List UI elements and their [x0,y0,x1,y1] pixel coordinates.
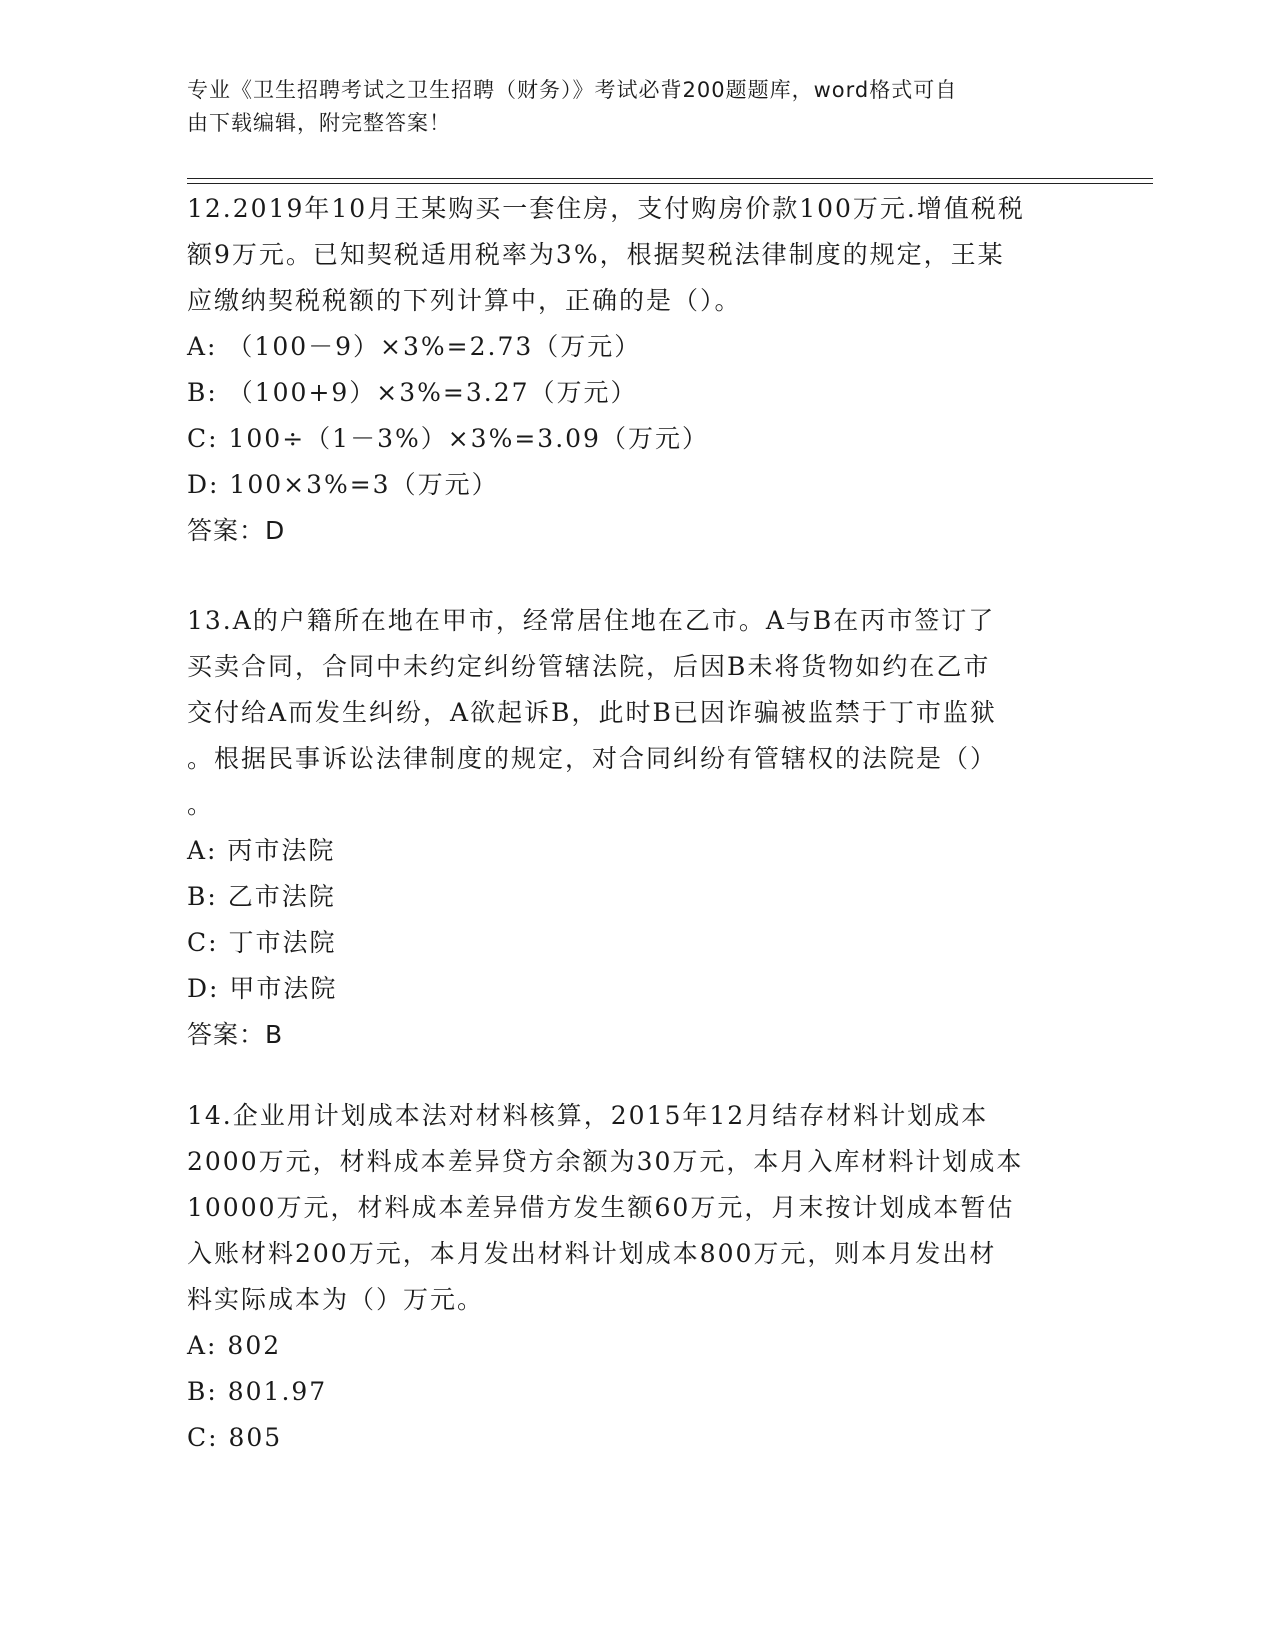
question-stem-line: 。 [187,790,215,819]
question-stem-line: 额9万元。已知契税适用税率为3%，根据契税法律制度的规定，王某 [187,240,1005,269]
header-line: 专业《卫生招聘考试之卫生招聘（财务）》考试必背200题题库，word格式可自 [187,78,958,102]
header-line: 由下载编辑，附完整答案！ [187,111,451,135]
answer-label: 答案：D [187,516,286,545]
question-stem-line: 交付给A而发生纠纷，A欲起诉B，此时B已因诈骗被监禁于丁市监狱 [187,698,997,727]
option-c: C: 100÷（1－3%）×3%=3.09（万元） [187,424,709,453]
question-stem-line: 10000万元，材料成本差异借方发生额60万元，月末按计划成本暂估 [187,1193,1015,1222]
question-stem-line: 14.企业用计划成本法对材料核算，2015年12月结存材料计划成本 [187,1101,989,1130]
option-b: B: 801.97 [187,1377,328,1406]
header-divider [187,178,1153,179]
option-a: A: （100－9）×3%=2.73（万元） [187,332,642,361]
document-header [187,74,1067,140]
option-b: B: （100+9）×3%=3.27（万元） [187,378,638,407]
question-stem-line: 12.2019年10月王某购买一套住房，支付购房价款100万元.增值税税 [187,194,1025,223]
question-12 [187,186,1087,554]
question-14 [187,1093,1087,1461]
option-a: A: 802 [187,1331,282,1360]
question-stem-line: 2000万元，材料成本差异贷方余额为30万元，本月入库材料计划成本 [187,1147,1024,1176]
option-b: B: 乙市法院 [187,882,336,911]
option-a: A: 丙市法院 [187,836,336,865]
question-13 [187,598,1087,1058]
option-d: D: 100×3%=3（万元） [187,470,499,499]
question-stem-line: 料实际成本为（）万元。 [187,1285,485,1314]
option-c: C: 805 [187,1423,283,1452]
option-c: C: 丁市法院 [187,928,337,957]
question-stem-line: 13.A的户籍所在地在甲市，经常居住地在乙市。A与B在丙市签订了 [187,606,996,635]
header-divider [187,183,1153,184]
question-stem-line: 买卖合同，合同中未约定纠纷管辖法院，后因B未将货物如约在乙市 [187,652,991,681]
question-stem-line: 入账材料200万元，本月发出材料计划成本800万元，则本月发出材 [187,1239,997,1268]
question-stem-line: 。根据民事诉讼法律制度的规定，对合同纠纷有管辖权的法院是（） [187,744,998,773]
question-stem-line: 应缴纳契税税额的下列计算中，正确的是（）。 [187,286,742,315]
answer-label: 答案：B [187,1020,284,1049]
option-d: D: 甲市法院 [187,974,338,1003]
